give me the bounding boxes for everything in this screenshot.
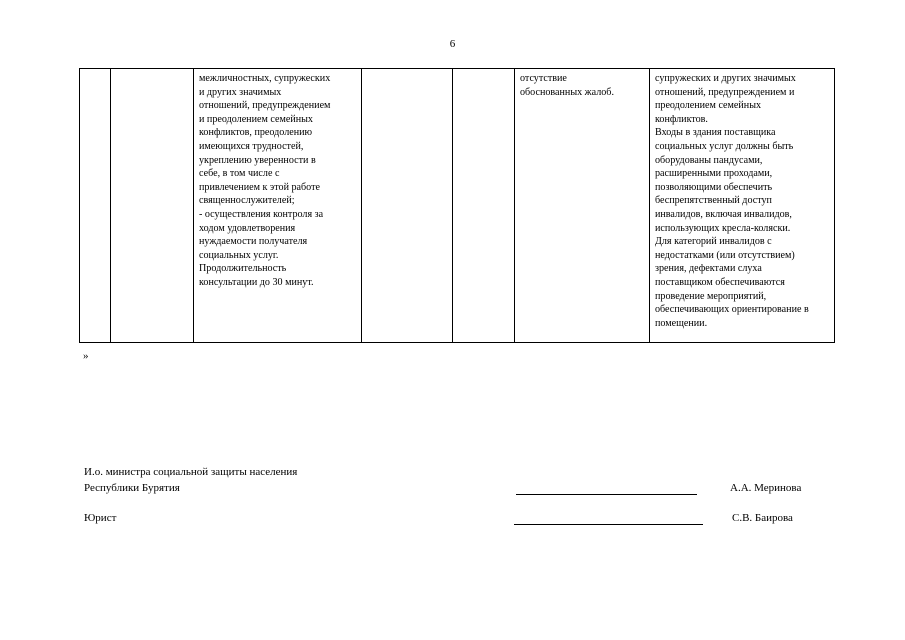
lawyer-label: Юрист [84, 512, 117, 524]
closing-quote: » [83, 350, 89, 362]
cell-text-line: и преодолением семейных [199, 113, 313, 125]
table-cell-number [80, 69, 111, 343]
signer-position-line2: Республики Бурятия [84, 482, 180, 494]
cell-text-line: священнослужителей; [199, 195, 295, 207]
cell-text-line: ходом удовлетворения [199, 222, 296, 234]
cell-text-line: нуждаемости получателя [199, 236, 308, 248]
table-cell-quality-indicators [515, 69, 650, 343]
cell-text-line: супружеских и других значимых [655, 73, 796, 84]
services-table [79, 68, 835, 343]
cell-text-line: поставщиком обеспечиваются [655, 276, 785, 288]
cell-text-line: инвалидов, включая инвалидов, [655, 208, 792, 220]
cell-text-line: социальных услуг должны быть [655, 140, 794, 152]
cell-text-line: отношений, предупреждением [199, 100, 331, 112]
signer-name: А.А. Меринова [730, 482, 802, 494]
cell-text-line: недостатками (или отсутствием) [655, 249, 795, 261]
cell-text-line: укреплению уверенности в [199, 154, 316, 166]
cell-text-line: конфликтов. [655, 113, 708, 125]
cell-text-line: социальных услуг. [199, 249, 279, 261]
cell-text-line: имеющихся трудностей, [199, 140, 304, 152]
cell-text-line: - осуществления контроля за [199, 208, 324, 220]
cell-text-line: преодолением семейных [655, 100, 762, 112]
cell-text-line: оборудованы пандусами, [655, 154, 763, 166]
cell-text-line: себе, в том числе с [199, 168, 280, 180]
cell-text-line: помещении. [655, 317, 708, 329]
lawyer-name: С.В. Баирова [732, 512, 793, 524]
table-cell-tariff [453, 69, 515, 343]
cell-text-line: позволяющими обеспечить [655, 181, 773, 193]
table-row [80, 69, 835, 343]
page-number: 6 [449, 38, 456, 50]
cell-text-line: зрения, дефектами слуха [655, 263, 762, 275]
cell-text-line: обеспечивающих ориентирование в [655, 304, 809, 316]
cell-text-line: обоснованных жалоб. [520, 86, 614, 98]
cell-text-line: Для категорий инвалидов с [655, 236, 772, 248]
cell-text-line: проведение мероприятий, [655, 290, 767, 302]
lawyer-signature-line [514, 524, 703, 525]
table-cell-service-description [194, 69, 362, 343]
cell-text-line: Продолжительность [199, 263, 287, 275]
cell-text-line: Входы в здания поставщика [655, 127, 776, 139]
cell-text-line: конфликтов, преодолению [199, 127, 313, 139]
table-cell-deadline [362, 69, 453, 343]
cell-text-line: привлечением к этой работе [199, 181, 320, 193]
cell-text-line: отсутствие [520, 73, 567, 84]
cell-text-line: беспрепятственный доступ [655, 195, 772, 207]
table-cell-service-name [111, 69, 194, 343]
cell-text-line: расширенными проходами, [655, 168, 773, 180]
table-cell-conditions [650, 69, 835, 343]
signature-line [516, 494, 697, 495]
cell-text-line: консультации до 30 минут. [199, 276, 314, 288]
cell-text-line: использующих кресла-коляски. [655, 222, 791, 234]
cell-text-line: отношений, предупреждением и [655, 86, 795, 98]
signer-position-line1: И.о. министра социальной защиты населения [84, 466, 298, 478]
cell-text-line: и других значимых [199, 86, 282, 98]
cell-text-line: межличностных, супружеских [199, 73, 331, 84]
